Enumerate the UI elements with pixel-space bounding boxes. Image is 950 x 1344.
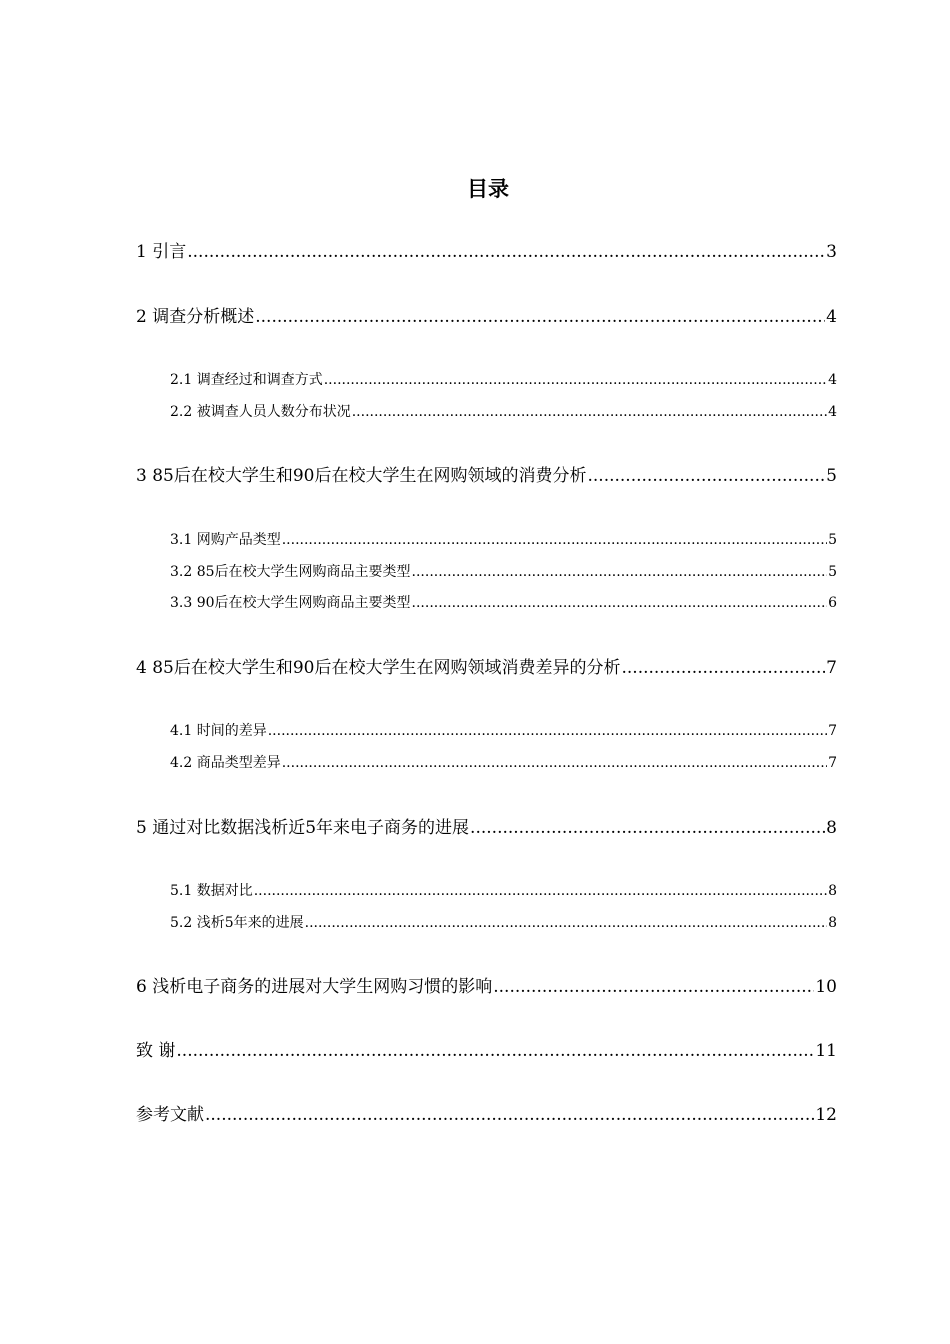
toc-entry-label: 5.1 数据对比 <box>170 883 253 899</box>
toc-page-number: 7 <box>826 658 837 678</box>
toc-entry[interactable] <box>136 976 837 998</box>
toc-page-number: 8 <box>828 915 837 931</box>
toc-dot-leader <box>493 976 814 998</box>
toc-entry-label: 参考文献 <box>136 1105 204 1125</box>
toc-entry[interactable] <box>136 657 837 679</box>
toc-page-number: 7 <box>828 723 837 739</box>
toc-entry[interactable] <box>136 817 837 839</box>
toc-entry-label: 2.2 被调查人员人数分布状况 <box>170 404 351 420</box>
toc-dot-leader <box>187 241 825 263</box>
toc-dot-leader <box>176 1040 814 1062</box>
toc-page-number: 10 <box>815 977 837 997</box>
toc-entry-label: 5 通过对比数据浅析近5年来电子商务的进展 <box>136 818 470 838</box>
toc-page-number: 11 <box>815 1041 837 1061</box>
toc-entry-label: 4.1 时间的差异 <box>170 723 267 739</box>
toc-entry[interactable] <box>136 1104 837 1126</box>
toc-entry-label: 致 谢 <box>136 1041 176 1061</box>
toc-entry[interactable] <box>170 563 837 581</box>
toc-entry-label: 4.2 商品类型差异 <box>170 755 281 771</box>
toc-dot-leader <box>254 882 827 900</box>
toc-page-number: 5 <box>828 532 837 548</box>
toc-page-number: 12 <box>815 1105 837 1125</box>
toc-entry[interactable] <box>170 882 837 900</box>
toc-entry[interactable] <box>170 594 837 612</box>
toc-dot-leader <box>412 563 828 581</box>
toc-page-number: 8 <box>828 883 837 899</box>
toc-entry-label: 1 引言 <box>136 242 187 262</box>
toc-dot-leader <box>305 914 827 932</box>
toc-entry-label: 5.2 浅析5年来的进展 <box>170 915 304 931</box>
toc-dot-leader <box>268 722 827 740</box>
toc-dot-leader <box>282 531 827 549</box>
toc-page-number: 4 <box>828 404 837 420</box>
toc-page-number: 3 <box>826 242 837 262</box>
toc-entry-label: 4 85后在校大学生和90后在校大学生在网购领域消费差异的分析 <box>136 658 621 678</box>
toc-page-number: 7 <box>828 755 837 771</box>
toc-dot-leader <box>282 754 827 772</box>
toc-entry-label: 3.3 90后在校大学生网购商品主要类型 <box>170 595 411 611</box>
toc-page-number: 4 <box>828 372 837 388</box>
toc-entry-label: 3.1 网购产品类型 <box>170 532 281 548</box>
toc-entry[interactable] <box>170 914 837 932</box>
toc-entry[interactable] <box>170 531 837 549</box>
toc-entry[interactable] <box>170 403 837 421</box>
toc-dot-leader <box>352 403 827 421</box>
toc-title: 目录 <box>467 177 509 201</box>
toc-entry-label: 2.1 调查经过和调查方式 <box>170 372 323 388</box>
toc-entry[interactable] <box>170 722 837 740</box>
toc-dot-leader <box>205 1104 814 1126</box>
toc-dot-leader <box>470 817 825 839</box>
toc-dot-leader <box>255 306 825 328</box>
toc-page-number: 5 <box>826 466 837 486</box>
toc-entry[interactable] <box>170 754 837 772</box>
toc-entry[interactable] <box>136 241 837 263</box>
toc-entry-label: 6 浅析电子商务的进展对大学生网购习惯的影响 <box>136 977 493 997</box>
toc-page-number: 4 <box>826 307 837 327</box>
toc-dot-leader <box>621 657 825 679</box>
toc-page-number: 6 <box>828 595 837 611</box>
toc-entry[interactable] <box>136 1040 837 1062</box>
toc-entry[interactable] <box>136 465 837 487</box>
toc-dot-leader <box>587 465 825 487</box>
toc-page-number: 5 <box>828 564 837 580</box>
toc-page-number: 8 <box>826 818 837 838</box>
toc-dot-leader <box>412 594 828 612</box>
toc-dot-leader <box>324 371 827 389</box>
toc-entry[interactable] <box>136 306 837 328</box>
toc-entry[interactable] <box>170 371 837 389</box>
toc-entry-label: 2 调查分析概述 <box>136 307 255 327</box>
toc-entry-label: 3 85后在校大学生和90后在校大学生在网购领域的消费分析 <box>136 466 587 486</box>
toc-entry-label: 3.2 85后在校大学生网购商品主要类型 <box>170 564 411 580</box>
